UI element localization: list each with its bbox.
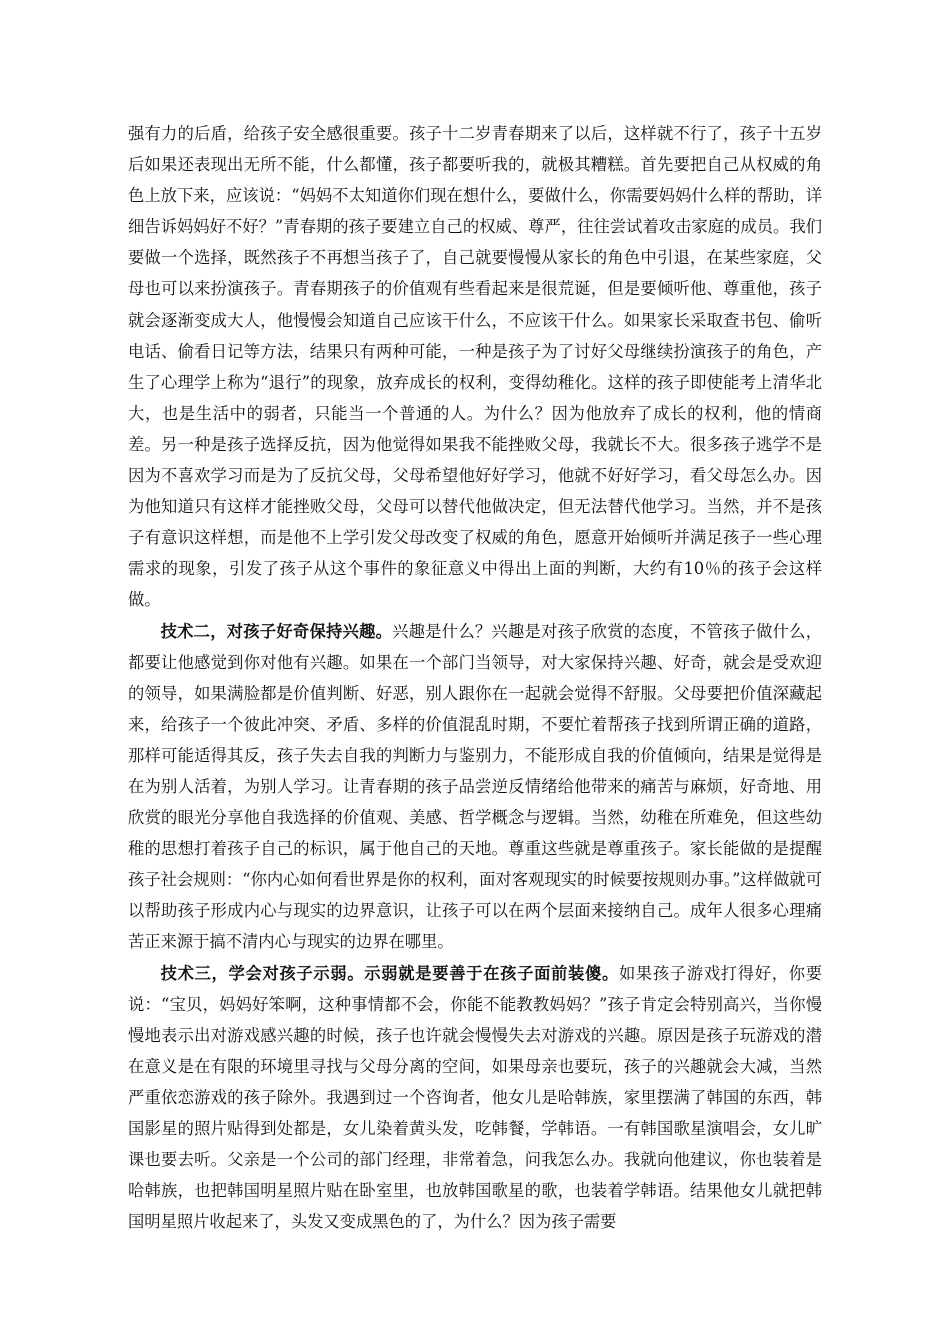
technique-2-body: 兴趣是什么？兴趣是对孩子欣赏的态度，不管孩子做什么，都要让他感觉到你对他有兴趣。如果在一个部门当领导，对大家保持兴趣、好奇，就会是受欢迎的领导，如果满脸都是价值判断、好恶，别人跟你在一起就会觉得不舒服。父母要把价值深藏起来，给孩子一个彼此冲突、矛盾、多样的价值混乱时期，不要忙着帮孩子找到所谓正确的道路，那样可能适得其反，孩子失去自我的判断力与鉴别力，不能形成自我的价值倾向，结果是觉得是在为别人活着，为别人学习。让青春期的孩子品尝逆反情绪给他带来的痛苦与麻烦，好奇地、用欣赏的眼光分享他自我选择的价值观、美感、哲学概念与逻辑。当然，幼稚在所难免，但这些幼稚的思想打着孩子自己的标识，属于他自己的天地。尊重这些就是尊重孩子。家长能做的是提醒孩子社会规则：“你内心如何看世界是你的权利，面对客观现实的时候要按规则办事。”这样做就可以帮助孩子形成内心与现实的边界意识，让孩子可以在两个层面来接纳自己。成年人很多心理痛苦正来源于搞不清内心与现实的边界在哪里。 [128, 621, 822, 952]
document-body [128, 118, 822, 1237]
technique-3-heading: 技术三，学会对孩子示弱。示弱就是要善于在孩子面前装傻。 [160, 963, 619, 983]
technique-2-heading: 技术二，对孩子好奇保持兴趣。 [160, 621, 393, 641]
paragraph-authority: 强有力的后盾，给孩子安全感很重要。孩子十二岁青春期来了以后，这样就不行了，孩子十五岁后如果还表现出无所不能，什么都懂，孩子都要听我的，就极其糟糕。首先要把自己从权威的角色上放下来，应该说：“妈妈不太知道你们现在想什么，要做什么，你需要妈妈什么样的帮助，详细告诉妈妈好不好？”青春期的孩子要建立自己的权威、尊严，往往尝试着攻击家庭的成员。我们要做一个选择，既然孩子不再想当孩子了，自己就要慢慢从家长的角色中引退，在某些家庭，父母也可以来扮演孩子。青春期孩子的价值观有些看起来是很荒诞，但是要倾听他、尊重他，孩子就会逐渐变成大人，他慢慢会知道自己应该干什么，不应该干什么。如果家长采取查书包、偷听电话、偷看日记等方法，结果只有两种可能，一种是孩子为了讨好父母继续扮演孩子的角色，产生了心理学上称为“退行”的现象，放弃成长的权利，变得幼稚化。这样的孩子即使能考上清华北大，也是生活中的弱者，只能当一个普通的人。为什么？因为他放弃了成长的权利，他的情商差。另一种是孩子选择反抗，因为他觉得如果我不能挫败父母，我就长不大。很多孩子逃学不是因为不喜欢学习而是为了反抗父母，父母希望他好好学习，他就不好好学习，看父母怎么办。因为他知道只有这样才能挫败父母，父母可以替代他做决定，但无法替代他学习。当然，并不是孩子有意识这样想，而是他不上学引发父母改变了权威的角色，愿意开始倾听并满足孩子一些心理需求的现象，引发了孩子从这个事件的象征意义中得出上面的判断，大约有10％的孩子会这样做。 [128, 124, 822, 610]
paragraph-technique-2 [128, 616, 822, 958]
paragraph-technique-3 [128, 958, 822, 1238]
technique-3-body: 如果孩子游戏打得好，你要说：“宝贝，妈妈好笨啊，这种事情都不会，你能不能教教妈妈？”孩子肯定会特别高兴，当你慢慢地表示出对游戏感兴趣的时候，孩子也许就会慢慢失去对游戏的兴趣。原因是孩子玩游戏的潜在意义是在有限的环境里寻找与父母分离的空间，如果母亲也要玩，孩子的兴趣就会大减，当然严重依恋游戏的孩子除外。我遇到过一个咨询者，他女儿是哈韩族，家里摆满了韩国的东西，韩国影星的照片贴得到处都是，女儿染着黄头发，吃韩餐，学韩语。一有韩国歌星演唱会，女儿旷课也要去听。父亲是一个公司的部门经理，非常着急，问我怎么办。我就向他建议，你也装着是哈韩族，也把韩国明星照片贴在卧室里，也放韩国歌星的歌，也装着学韩语。结果他女儿就把韩国明星照片收起来了，头发又变成黑色的了，为什么？因为孩子需要 [128, 963, 822, 1232]
